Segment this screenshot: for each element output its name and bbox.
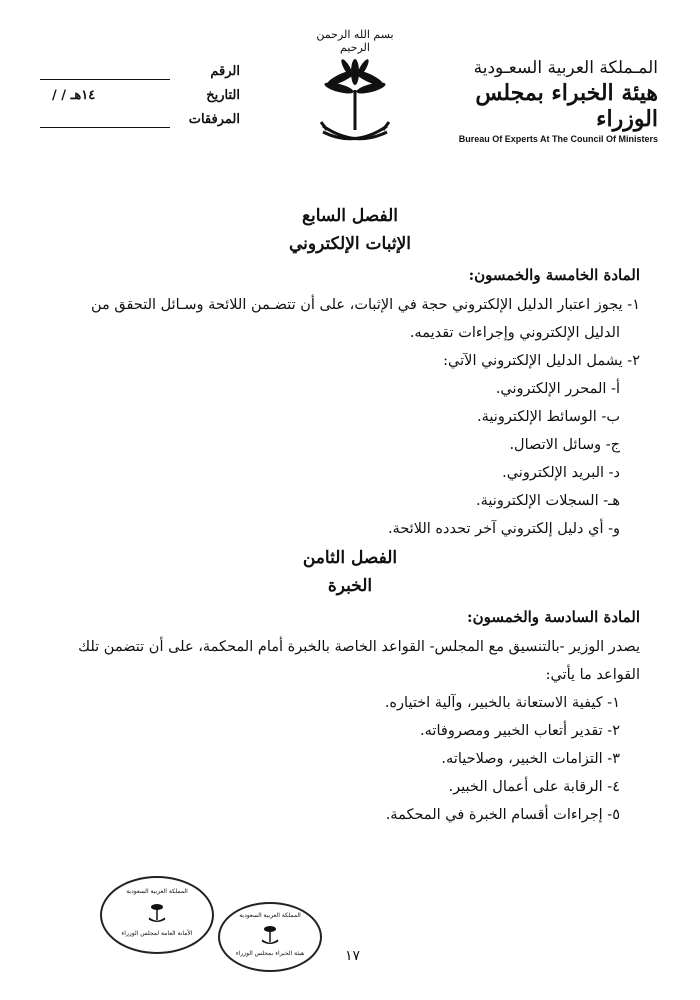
date-field bbox=[40, 88, 240, 112]
basmala: بسم الله الرحمن الرحيم bbox=[316, 28, 394, 54]
chapter7-subtitle: الإثبات الإلكتروني bbox=[289, 234, 411, 254]
page-number: ١٧ bbox=[345, 948, 361, 964]
stamp-emblem-icon bbox=[260, 924, 280, 946]
number-line bbox=[40, 79, 170, 80]
stamp-right-bottom-text: هيئة الخبراء بمجلس الوزراء bbox=[235, 950, 305, 957]
article-55-subitem: ب- الوسائط الإلكترونية. bbox=[477, 409, 620, 425]
date-label: التاريخ bbox=[206, 88, 240, 103]
emblem bbox=[300, 28, 410, 148]
official-stamp-left bbox=[100, 876, 214, 954]
article-55-subitem: ج- وسائل الاتصال. bbox=[509, 437, 620, 453]
stamp-left-bottom-text: الأمانة العامة لمجلس الوزراء bbox=[121, 930, 193, 937]
article-55-item: ٢- يشمل الدليل الإلكتروني الآتي: bbox=[443, 353, 640, 369]
chapter8-title: الفصل الثامن bbox=[302, 548, 398, 568]
official-stamp-right bbox=[218, 902, 322, 972]
attachments-label: المرفقات bbox=[188, 112, 240, 127]
attachments-field bbox=[40, 112, 240, 136]
reference-fields bbox=[40, 64, 240, 136]
stamp-emblem-icon bbox=[147, 902, 167, 924]
article-56-item: ٣- التزامات الخبير، وصلاحياته. bbox=[441, 751, 620, 767]
article-56-intro: يصدر الوزير -بالتنسيق مع المجلس- القواعد الخاصة بالخبرة أمام المحكمة، على أن تتضمن تلك bbox=[78, 639, 640, 655]
kingdom-name: المـملكة العربية السعـودية bbox=[473, 58, 658, 78]
article-55-title: المادة الخامسة والخمسون: bbox=[468, 266, 640, 284]
chapter7-title: الفصل السابع bbox=[301, 206, 399, 226]
stamp-right-top-text: المملكة العربية السعودية bbox=[239, 912, 301, 919]
number-field bbox=[40, 64, 240, 88]
article-55-subitem: أ- المحرر الإلكتروني. bbox=[495, 381, 620, 397]
article-55-subitem: و- أي دليل إلكتروني آخر تحدده اللائحة. bbox=[387, 521, 620, 537]
palm-swords-emblem-icon bbox=[315, 56, 395, 148]
article-55-subitem: هـ- السجلات الإلكترونية. bbox=[476, 493, 620, 509]
bureau-name-english: Bureau Of Experts At The Council Of Ministers bbox=[458, 134, 658, 144]
chapter8-subtitle: الخبرة bbox=[327, 576, 373, 596]
article-56-item: ١- كيفية الاستعانة بالخبير، وآلية اختياره. bbox=[384, 695, 620, 711]
article-56-title: المادة السادسة والخمسون: bbox=[467, 608, 640, 626]
bureau-name-arabic: هيئة الخبراء بمجلس الوزراء bbox=[475, 80, 658, 132]
article-56-item: ٢- تقدير أتعاب الخبير ومصروفاته. bbox=[420, 723, 620, 739]
number-label: الرقم bbox=[210, 64, 240, 79]
attachments-line bbox=[40, 127, 170, 128]
letterhead-right bbox=[428, 58, 658, 144]
article-55-item: الدليل الإلكتروني وإجراءات تقديمه. bbox=[409, 325, 620, 341]
article-56-item: ٥- إجراءات أقسام الخبرة في المحكمة. bbox=[385, 807, 620, 823]
article-56-item: ٤- الرقابة على أعمال الخبير. bbox=[448, 779, 620, 795]
article-55-item: ١- يجوز اعتبار الدليل الإلكتروني حجة في الإثبات، على أن تتضـمن اللائحة وسـائل التحقق من bbox=[91, 297, 640, 313]
date-value: / / ١٤هـ bbox=[52, 88, 96, 103]
article-55-subitem: د- البريد الإلكتروني. bbox=[502, 465, 620, 481]
stamp-left-top-text: المملكة العربية السعودية bbox=[126, 888, 188, 895]
article-56-intro: القواعد ما يأتي: bbox=[545, 667, 640, 683]
